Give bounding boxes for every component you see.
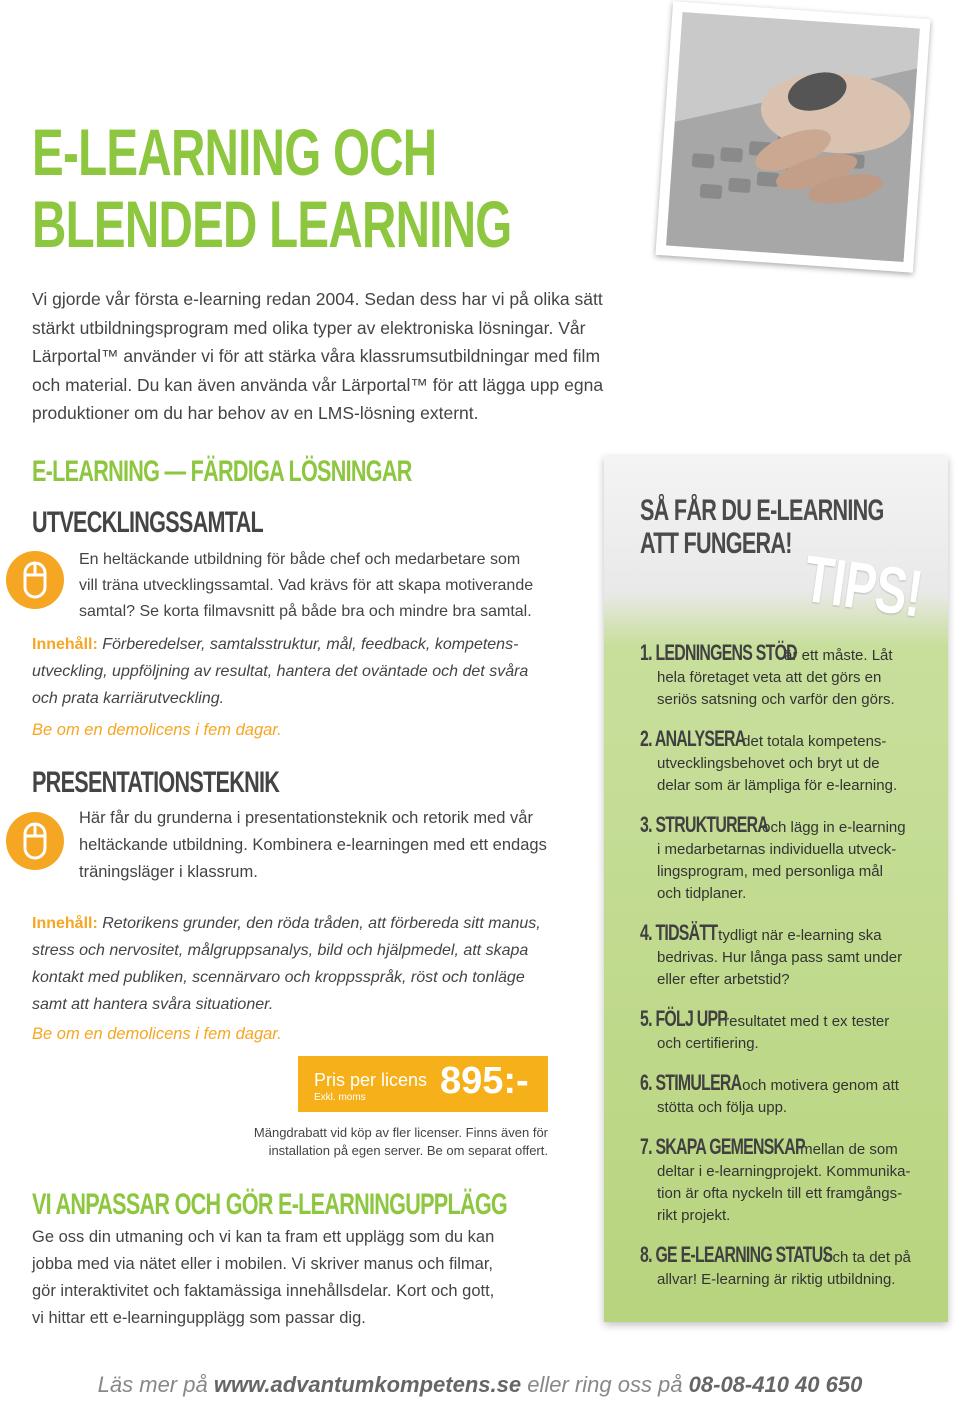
tip-heading: 6. STIMULERA	[640, 1070, 742, 1095]
course2-content-line: stress och nervositet, målgruppsanalys, bild och hjälpmedel, att skapa	[32, 942, 529, 959]
tip-line: delar som är lämpliga för e-learning.	[657, 777, 898, 794]
course1-content	[32, 631, 592, 712]
tip-heading: 8. GE E-LEARNING STATUS	[640, 1242, 833, 1267]
title-line-2: BLENDED LEARNING	[32, 187, 512, 261]
footer-contact	[0, 1372, 960, 1398]
tip-first-line: och motivera genom att	[738, 1077, 899, 1094]
tip-line: seriös satsning och varför den görs.	[657, 691, 895, 708]
course1-content-line: och prata karriärutveckling.	[32, 690, 225, 707]
course1-desc-line: En heltäckande utbildning för både chef och medarbetare som	[79, 551, 521, 568]
price-note	[230, 1124, 548, 1160]
price-label: Pris per licens	[314, 1070, 428, 1090]
tip-line: tion är ofta nyckeln till ett framgångs-	[657, 1185, 903, 1202]
price-box	[298, 1056, 548, 1112]
tips-stamp: TIPS!	[799, 540, 927, 631]
section-heading-ready-solutions: E-LEARNING — FÄRDIGA LÖSNINGAR	[32, 455, 412, 488]
tip-line: allvar! E-learning är riktig utbildning.	[657, 1271, 896, 1288]
course2-description	[79, 805, 589, 886]
price-amount: 895:-	[440, 1060, 529, 1102]
tip-line: och tidplaner.	[657, 885, 747, 902]
tip-heading: 3. STRUKTURERA	[640, 812, 769, 837]
intro-line: produktioner om du har behov av en LMS-lösning externt.	[32, 403, 479, 423]
tip-first-line: mellan de som	[796, 1141, 898, 1158]
course1-demo-link[interactable]: Be om en demolicens i fem dagar.	[32, 721, 282, 739]
section2-line: Ge oss din utmaning och vi kan ta fram ett upplägg som du kan	[32, 1228, 495, 1246]
tip-line: stötta och följa upp.	[657, 1099, 788, 1116]
mouse-icon	[6, 812, 64, 870]
tip-first-line: och lägg in e-learning	[758, 819, 906, 836]
laptop-keyboard-illustration	[666, 12, 920, 262]
title-line-1: E-LEARNING OCH	[32, 115, 437, 189]
tip-first-line: det totala kompetens-	[738, 733, 887, 750]
price-sublabel: Exkl. moms	[314, 1092, 366, 1103]
course1-content-line: utveckling, uppföljning av resultat, hantera det oväntade och det svåra	[32, 663, 529, 680]
section2-line: jobba med via nätet eller i mobilen. Vi skriver manus och filmar,	[32, 1255, 493, 1273]
tip-item	[640, 1072, 940, 1136]
intro-line: stärkt utbildningsprogram med olika typer av elektroniska lösningar. Vår	[32, 317, 586, 338]
footer-phone[interactable]: 08-08-410 40 650	[688, 1372, 863, 1397]
tip-line: deltar i e-learningprojekt. Kommunika-	[657, 1163, 911, 1180]
tip-heading: 2. ANALYSERA	[640, 726, 746, 751]
footer-text: eller ring oss på	[521, 1372, 689, 1397]
course-heading-presentationsteknik: PRESENTATIONSTEKNIK	[32, 766, 280, 799]
tip-line: bedrivas. Hur långa pass samt under	[657, 949, 903, 966]
course2-demo-link[interactable]: Be om en demolicens i fem dagar.	[32, 1025, 282, 1043]
photo-hands-keyboard	[655, 1, 930, 272]
course-heading-utvecklingssamtal: UTVECKLINGSSAMTAL	[32, 506, 263, 539]
course2-content-line: samt att hantera svåra situationer.	[32, 996, 274, 1013]
course2-content-line: Retorikens grunder, den röda tråden, att förbereda sitt manus,	[97, 915, 541, 932]
tip-item	[640, 728, 940, 814]
course2-desc-line: Här får du grunderna i presentationsteknik och retorik med vår	[79, 809, 533, 827]
tip-line: och certifiering.	[657, 1035, 759, 1052]
section2-paragraph	[32, 1224, 572, 1332]
intro-line: Vi gjorde vår första e-learning redan 2004. Sedan dess har vi på olika sätt	[32, 289, 603, 309]
tip-item	[640, 642, 940, 728]
page-title	[32, 116, 512, 260]
tip-heading: 4. TIDSÄTT	[640, 920, 718, 945]
footer-text: Läs mer på	[97, 1372, 214, 1397]
tip-first-line: tydligt när e-learning ska	[714, 927, 882, 944]
mouse-icon	[6, 551, 64, 609]
section2-line: gör interaktivitet och faktamässiga innehållsdelar. Kort och gott,	[32, 1282, 495, 1300]
tip-item	[640, 1244, 940, 1294]
tip-line: rikt projekt.	[657, 1207, 731, 1224]
tip-item	[640, 1008, 940, 1072]
course2-desc-line: träningsläger i klassrum.	[79, 863, 258, 881]
intro-paragraph	[32, 285, 712, 428]
tip-first-line: resultatet med t ex tester	[720, 1013, 890, 1030]
price-note-line: installation på egen server. Be om separat offert.	[268, 1143, 548, 1158]
intro-line: och material. Du kan även använda vår Lärportal™ för att lägga upp egna	[32, 374, 604, 395]
tip-heading: 7. SKAPA GEMENSKAP	[640, 1134, 805, 1159]
section-heading-custom: VI ANPASSAR OCH GÖR E-LEARNINGUPPLÄGG	[32, 1188, 507, 1221]
tip-heading: 1. LEDNINGENS STÖD	[640, 640, 797, 665]
sidebar-heading-line: ATT FUNGERA!	[640, 527, 792, 560]
tip-first-line: och ta det på	[820, 1249, 911, 1266]
content-label: Innehåll:	[32, 636, 98, 653]
tip-item	[640, 814, 940, 922]
course1-desc-line: vill träna utvecklingssamtal. Vad krävs för att skapa motiverande	[79, 577, 534, 594]
course2-desc-line: heltäckande utbildning. Kombinera e-learningen med ett endags	[79, 836, 547, 854]
tip-line: lingsprogram, med personliga mål	[657, 863, 883, 880]
course2-content-line: kontakt med publiken, scennärvaro och kroppsspråk, röst och tonläge	[32, 969, 525, 986]
intro-line: Lärportal™ använder vi för att stärka våra klassrumsutbildningar med film	[32, 346, 601, 366]
tip-first-line: är ett måste. Låt	[780, 647, 893, 664]
tip-line: i medarbetarnas individuella utveck-	[657, 841, 897, 858]
content-label: Innehåll:	[32, 915, 98, 932]
course1-content-line: Förberedelser, samtalsstruktur, mål, feedback, kompetens-	[97, 636, 519, 653]
tip-line: utvecklingsbehovet och bryt ut de	[657, 755, 880, 772]
footer-website-link[interactable]: www.advantumkompetens.se	[213, 1372, 522, 1397]
photo-image	[666, 12, 920, 262]
tip-item	[640, 922, 940, 1008]
tip-line: eller efter arbetstid?	[657, 971, 790, 988]
tip-heading: 5. FÖLJ UPP	[640, 1006, 728, 1031]
tip-item	[640, 1136, 940, 1244]
course1-description	[79, 547, 579, 625]
course2-content	[32, 910, 592, 1018]
sidebar-heading-line: SÅ FÅR DU E-LEARNING	[640, 494, 884, 527]
course1-desc-line: samtal? Se korta filmavsnitt på både bra och mindre bra samtal.	[79, 603, 532, 620]
section2-line: vi hittar ett e-learningupplägg som passar dig.	[32, 1309, 366, 1327]
tips-list	[640, 642, 940, 1294]
price-note-line: Mängdrabatt vid köp av fler licenser. Finns även för	[253, 1125, 548, 1140]
tip-line: hela företaget veta att det görs en	[657, 669, 882, 686]
